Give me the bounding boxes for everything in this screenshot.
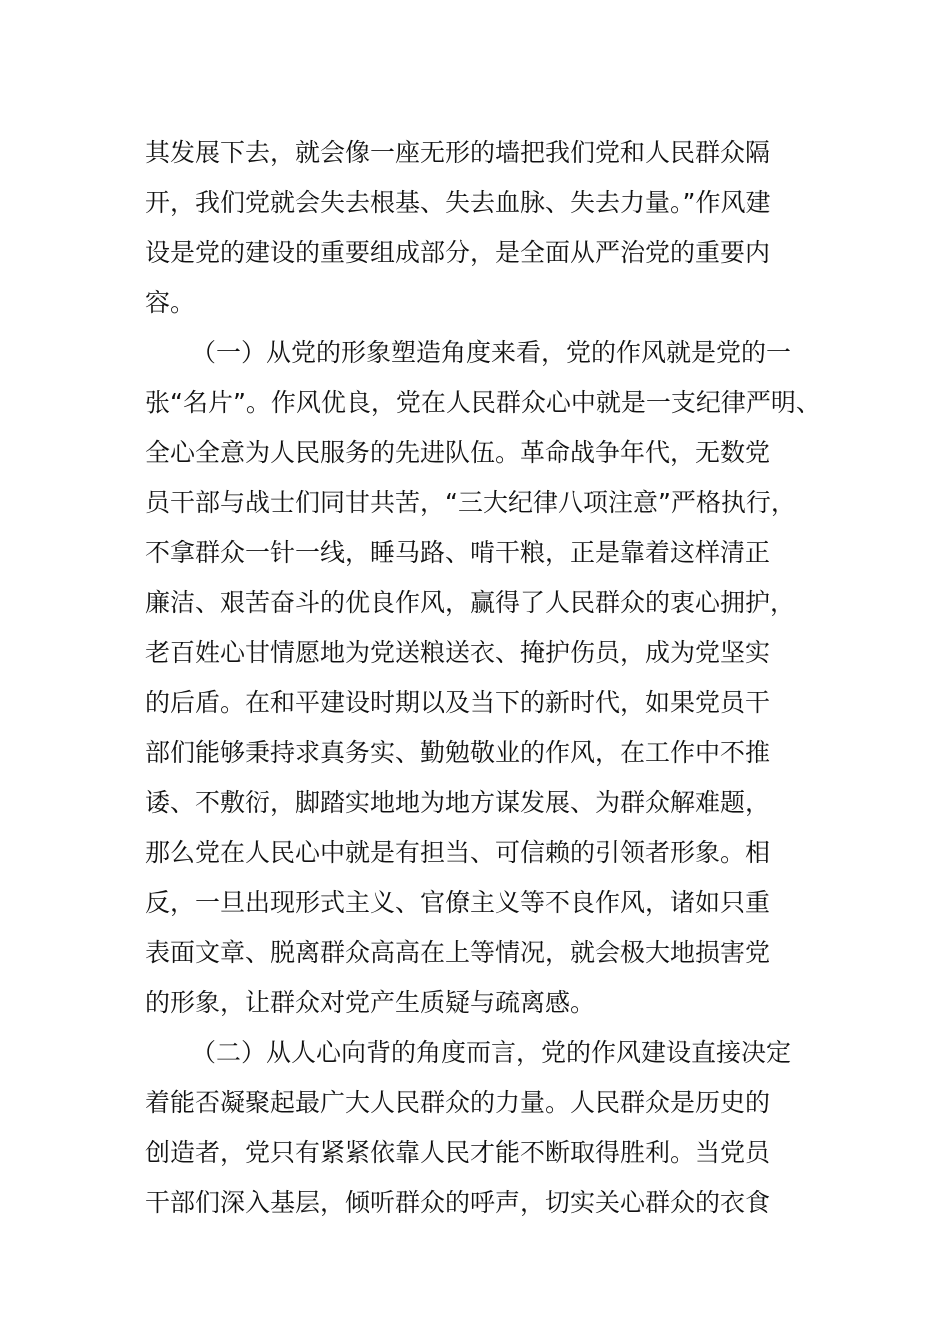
text-line: 表面文章、脱离群众高高在上等情况，就会极大地损害党 <box>145 938 771 967</box>
text-line: 老百姓心甘情愿地为党送粮送衣、掩护伤员，成为党坚实 <box>145 638 771 667</box>
text-line: 部们能够秉持求真务实、勤勉敬业的作风，在工作中不推 <box>145 738 771 767</box>
text-line: 着能否凝聚起最广大人民群众的力量。人民群众是历史的 <box>145 1088 771 1117</box>
paragraph-heading-line: （一）从党的形象塑造角度来看，党的作风就是党的一 <box>191 338 792 367</box>
text-line: 诿、不敷衍，脚踏实地地为地方谋发展、为群众解难题， <box>145 788 771 817</box>
text-line: 其发展下去，就会像一座无形的墙把我们党和人民群众隔 <box>145 138 771 167</box>
text-line: 的后盾。在和平建设时期以及当下的新时代，如果党员干 <box>145 688 771 717</box>
paragraph-heading-line: （二）从人心向背的角度而言，党的作风建设直接决定 <box>191 1038 792 1067</box>
text-line: 全心全意为人民服务的先进队伍。革命战争年代，无数党 <box>145 438 771 467</box>
text-line: 不拿群众一针一线，睡马路、啃干粮，正是靠着这样清正 <box>145 538 771 567</box>
text-line: 容。 <box>145 288 196 317</box>
text-line: 开，我们党就会失去根基、失去血脉、失去力量。”作风建 <box>145 188 771 217</box>
text-line: 张“名片”。作风优良，党在人民群众心中就是一支纪律严明、 <box>145 388 821 417</box>
text-line: 员干部与战士们同甘共苦，“三大纪律八项注意”严格执行， <box>145 488 796 517</box>
text-line: 反，一旦出现形式主义、官僚主义等不良作风，诸如只重 <box>145 888 771 917</box>
body-text <box>145 128 825 1228</box>
text-line: 的形象，让群众对党产生质疑与疏离感。 <box>145 988 596 1017</box>
text-line: 创造者，党只有紧紧依靠人民才能不断取得胜利。当党员 <box>145 1138 771 1167</box>
text-line: 那么党在人民心中就是有担当、可信赖的引领者形象。相 <box>145 838 771 867</box>
text-line: 设是党的建设的重要组成部分，是全面从严治党的重要内 <box>145 238 771 267</box>
text-line: 干部们深入基层，倾听群众的呼声，切实关心群众的衣食 <box>145 1188 771 1217</box>
text-line: 廉洁、艰苦奋斗的优良作风，赢得了人民群众的衷心拥护， <box>145 588 796 617</box>
